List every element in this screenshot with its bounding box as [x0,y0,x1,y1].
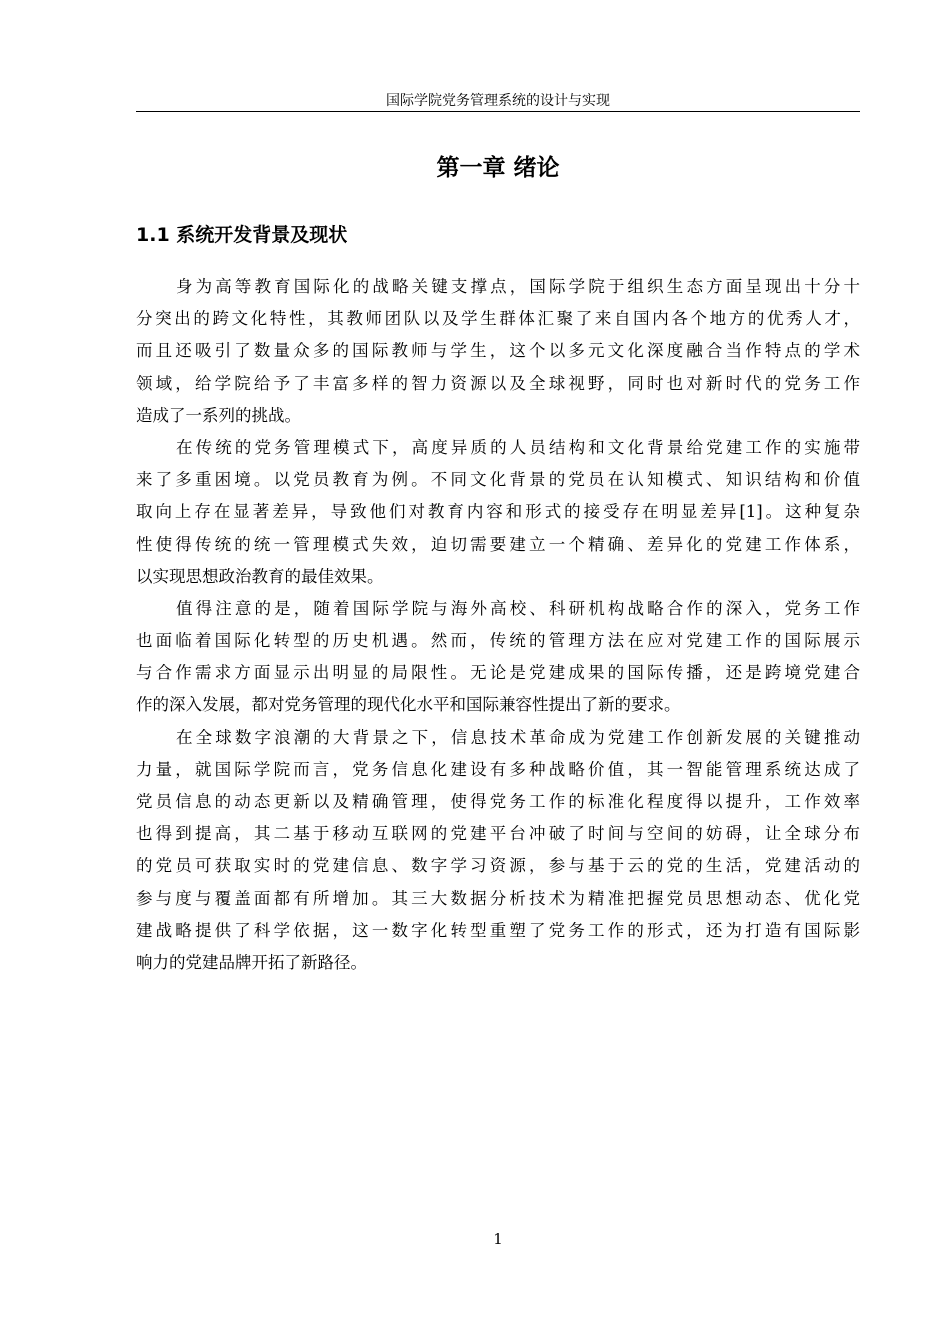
paragraph-line: 在传统的党务管理模式下，高度异质的人员结构和文化背景给党建工作的实施带 [176,437,860,457]
paragraph-line: 响力的党建品牌开拓了新路径。 [136,952,367,972]
paragraph-line: 与合作需求方面显示出明显的局限性。无论是党建成果的国际传播，还是跨境党建合 [136,663,860,683]
paragraph-line: 造成了一系列的挑战。 [136,405,301,425]
paragraph-line: 的党员可获取实时的党建信息、数字学习资源，参与基于云的党的生活，党建活动的 [136,856,860,876]
paragraph-line: 取向上存在显著差异，导致他们对教育内容和形式的接受存在明显差异[1]。这种复杂 [136,502,860,522]
header-rule [136,111,860,112]
paragraph [136,593,860,722]
paragraph-line: 也得到提高，其二基于移动互联网的党建平台冲破了时间与空间的妨碍，让全球分布 [136,824,860,844]
paragraph-line: 党员信息的动态更新以及精确管理，使得党务工作的标准化程度得以提升，工作效率 [136,792,860,811]
section-title: 1.1 系统开发背景及现状 [136,224,348,246]
paragraph [136,271,860,432]
paragraph-line: 身为高等教育国际化的战略关键支撑点，国际学院于组织生态方面呈现出十分十 [176,277,860,296]
paragraph-line: 以实现思想政治教育的最佳效果。 [136,566,384,586]
paragraph-line: 领域，给学院给予了丰富多样的智力资源以及全球视野，同时也对新时代的党务工作 [136,373,860,393]
paragraph-line: 也面临着国际化转型的历史机遇。然而，传统的管理方法在应对党建工作的国际展示 [136,631,860,651]
chapter-title: 第一章 绪论 [436,155,560,181]
paragraph-line: 在全球数字浪潮的大背景之下，信息技术革命成为党建工作创新发展的关键推动 [176,727,860,747]
paragraph-line: 参与度与覆盖面都有所增加。其三大数据分析技术为精准把握党员思想动态、优化党 [136,888,860,908]
paragraph-line: 作的深入发展，都对党务管理的现代化水平和国际兼容性提出了新的要求。 [136,695,681,715]
paragraph-line: 分突出的跨文化特性，其教师团队以及学生群体汇聚了来自国内各个地方的优秀人才， [136,309,860,329]
paragraph-line: 而且还吸引了数量众多的国际教师与学生，这个以多元文化深度融合当作特点的学术 [136,341,860,361]
running-header: 国际学院党务管理系统的设计与实现 [386,93,610,109]
paragraph-line: 来了多重困境。以党员教育为例。不同文化背景的党员在认知模式、知识结构和价值 [136,470,860,490]
paragraph-line: 建战略提供了科学依据，这一数字化转型重塑了党务工作的形式，还为打造有国际影 [136,920,860,940]
paragraph-line: 性使得传统的统一管理模式失效，迫切需要建立一个精确、差异化的党建工作体系， [136,534,860,554]
body-text [136,271,860,979]
paragraph [136,432,860,593]
paragraph [136,722,860,980]
paragraph-line: 力量，就国际学院而言，党务信息化建设有多种战略价值，其一智能管理系统达成了 [136,759,860,779]
page-number: 1 [493,1230,503,1248]
paragraph-line: 值得注意的是，随着国际学院与海外高校、科研机构战略合作的深入，党务工作 [176,598,860,618]
